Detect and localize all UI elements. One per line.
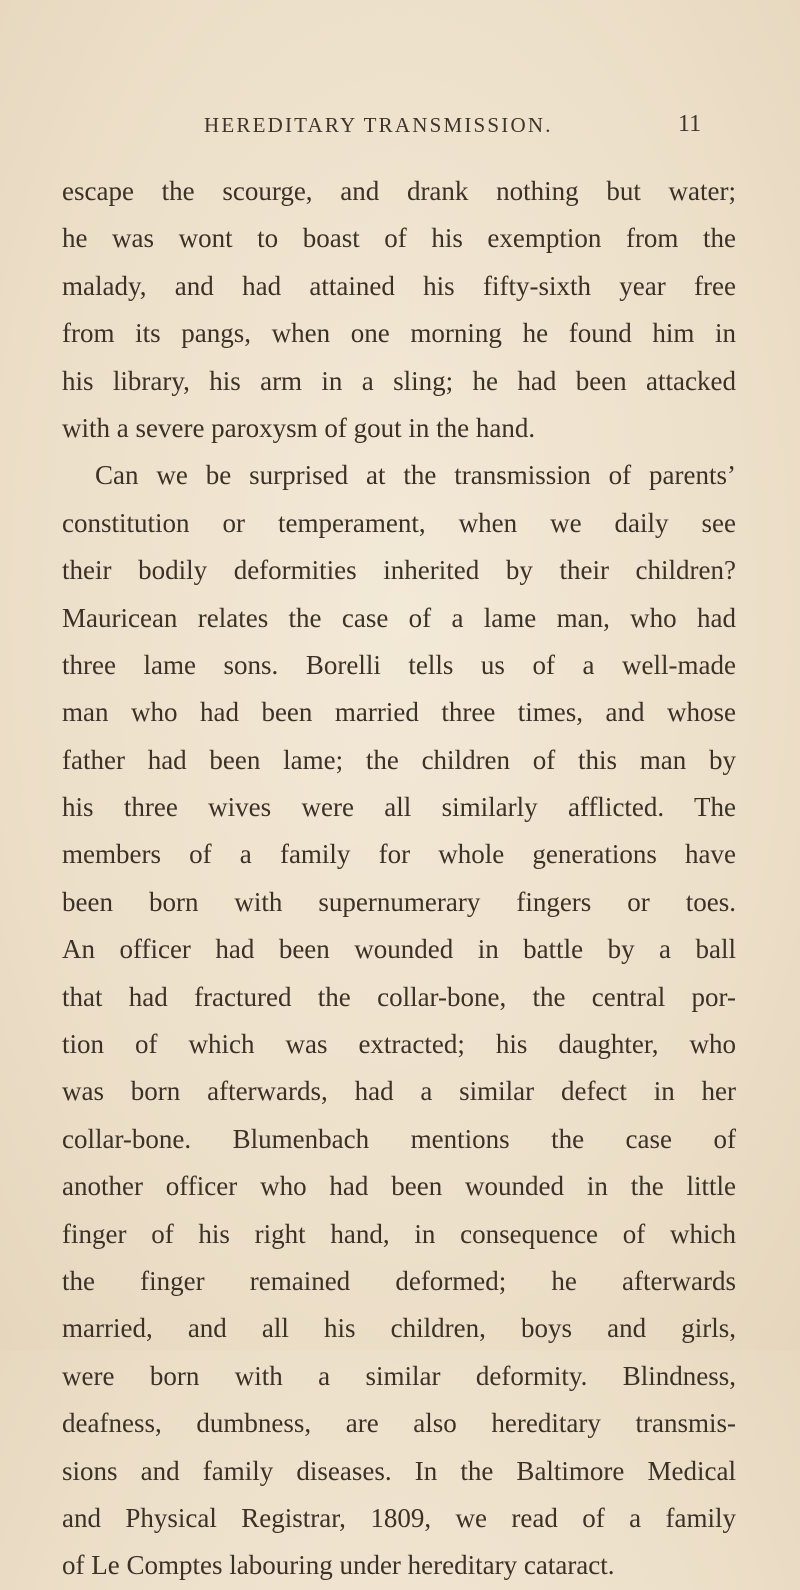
text-line: his library, his arm in a sling; he had been attacked: [62, 365, 736, 396]
text-line: escape the scourge, and drank nothing but water;: [62, 176, 736, 206]
text-line: finger of his right hand, in consequence of which: [62, 1218, 736, 1249]
text-line: their bodily deformities inherited by their children?: [62, 555, 736, 586]
text-line: tion of which was extracted; his daughter, who: [62, 1029, 736, 1060]
text-line: deafness, dumbness, are also hereditary transmis-: [62, 1408, 736, 1439]
running-title: HEREDITARY TRANSMISSION.: [204, 113, 553, 137]
text-line-paragraph-end: of Le Comptes labouring under hereditary cataract.: [62, 1550, 615, 1581]
text-line: been born with supernumerary fingers or toes.: [62, 886, 736, 917]
text-line: another officer who had been wounded in the little: [62, 1171, 736, 1202]
text-line: constitution or temperament, when we daily see: [62, 507, 736, 538]
text-line: An officer had been wounded in battle by a ball: [62, 934, 736, 965]
text-line: that had fractured the collar-bone, the central por-: [62, 981, 736, 1012]
text-line: he was wont to boast of his exemption from the: [62, 223, 736, 254]
text-line-paragraph-start: Can we be surprised at the transmission of parents’: [95, 460, 736, 491]
running-head: [0, 113, 800, 143]
text-line: and Physical Registrar, 1809, we read of a family: [62, 1502, 736, 1533]
text-line: was born afterwards, had a similar defect in her: [62, 1076, 736, 1107]
text-line: father had been lame; the children of this man by: [62, 744, 736, 775]
text-line-paragraph-end: with a severe paroxysm of gout in the hand.: [62, 412, 536, 443]
text-line: were born with a similar deformity. Blindness,: [62, 1360, 736, 1391]
text-line: from its pangs, when one morning he found him in: [62, 318, 736, 349]
text-line: married, and all his children, boys and girls,: [62, 1313, 736, 1344]
text-line: his three wives were all similarly afflicted. The: [62, 792, 736, 823]
text-line: the finger remained deformed; he afterwards: [62, 1265, 736, 1296]
text-line: malady, and had attained his fifty-sixth year free: [62, 270, 736, 301]
text-line: man who had been married three times, and whose: [62, 697, 736, 728]
text-line: Mauricean relates the case of a lame man, who had: [62, 602, 736, 633]
body-text: [62, 168, 736, 1590]
page-number: 11: [678, 111, 702, 137]
text-line: collar-bone. Blumenbach mentions the case of: [62, 1123, 736, 1154]
text-line: members of a family for whole generations have: [62, 839, 736, 870]
text-line: three lame sons. Borelli tells us of a well-made: [62, 649, 736, 680]
text-line: sions and family diseases. In the Baltimore Medical: [62, 1455, 736, 1486]
